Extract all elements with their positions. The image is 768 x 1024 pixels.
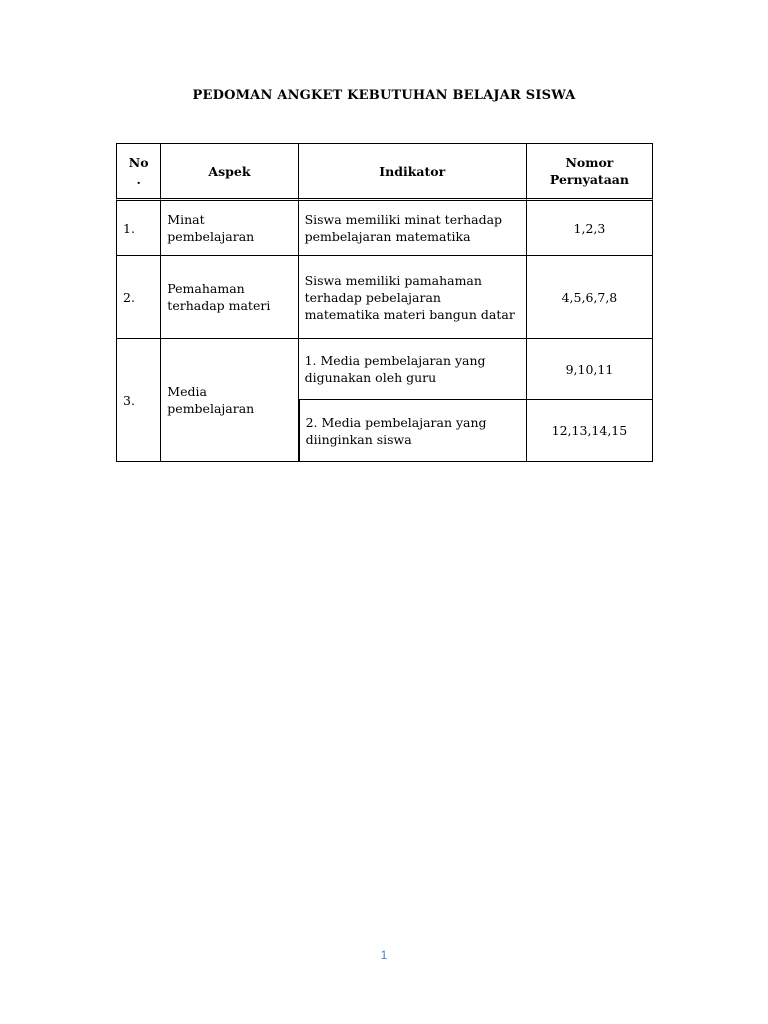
page-number: 1 [380, 948, 388, 962]
header-nomor-pernyataan [527, 143, 653, 201]
table-body [116, 201, 653, 462]
row-nomor: 4,5,6,7,8 [527, 256, 653, 339]
page-title: PEDOMAN ANGKET KEBUTUHAN BELAJAR SISWA [192, 88, 576, 103]
table-row [116, 256, 653, 339]
questionnaire-table [116, 143, 653, 462]
row-no: 3. [116, 339, 161, 462]
table-row [116, 201, 653, 256]
header-aspek: Aspek [161, 143, 298, 201]
row-indikator: 1. Media pembelajaran yang digunakan oleh guru [299, 339, 527, 400]
header-indikator: Indikator [299, 143, 527, 201]
table-header [116, 143, 653, 201]
row-nomor: 9,10,11 [527, 339, 653, 400]
header-no [116, 143, 161, 201]
header-nomor-line2: Pernyataan [549, 172, 629, 187]
row-no: 2. [116, 256, 161, 339]
header-nomor-line1: Nomor [565, 155, 614, 170]
row-aspek: Minat pembelajaran [161, 201, 298, 256]
table-row [116, 339, 653, 400]
header-row [116, 143, 653, 201]
row-indikator: Siswa memiliki minat terhadap pembelajaran matematika [299, 201, 527, 256]
row-aspek: Pemahaman terhadap materi [161, 256, 298, 339]
header-no-line1: No [128, 155, 149, 170]
row-indikator: 2. Media pembelajaran yang diinginkan siswa [299, 400, 527, 462]
row-nomor: 1,2,3 [527, 201, 653, 256]
row-nomor: 12,13,14,15 [527, 400, 653, 462]
header-no-line2: . [136, 172, 141, 187]
row-no: 1. [116, 201, 161, 256]
row-indikator: Siswa memiliki pamahaman terhadap pebelajaran matematika materi bangun datar [299, 256, 527, 339]
row-aspek: Media pembelajaran [161, 339, 298, 462]
